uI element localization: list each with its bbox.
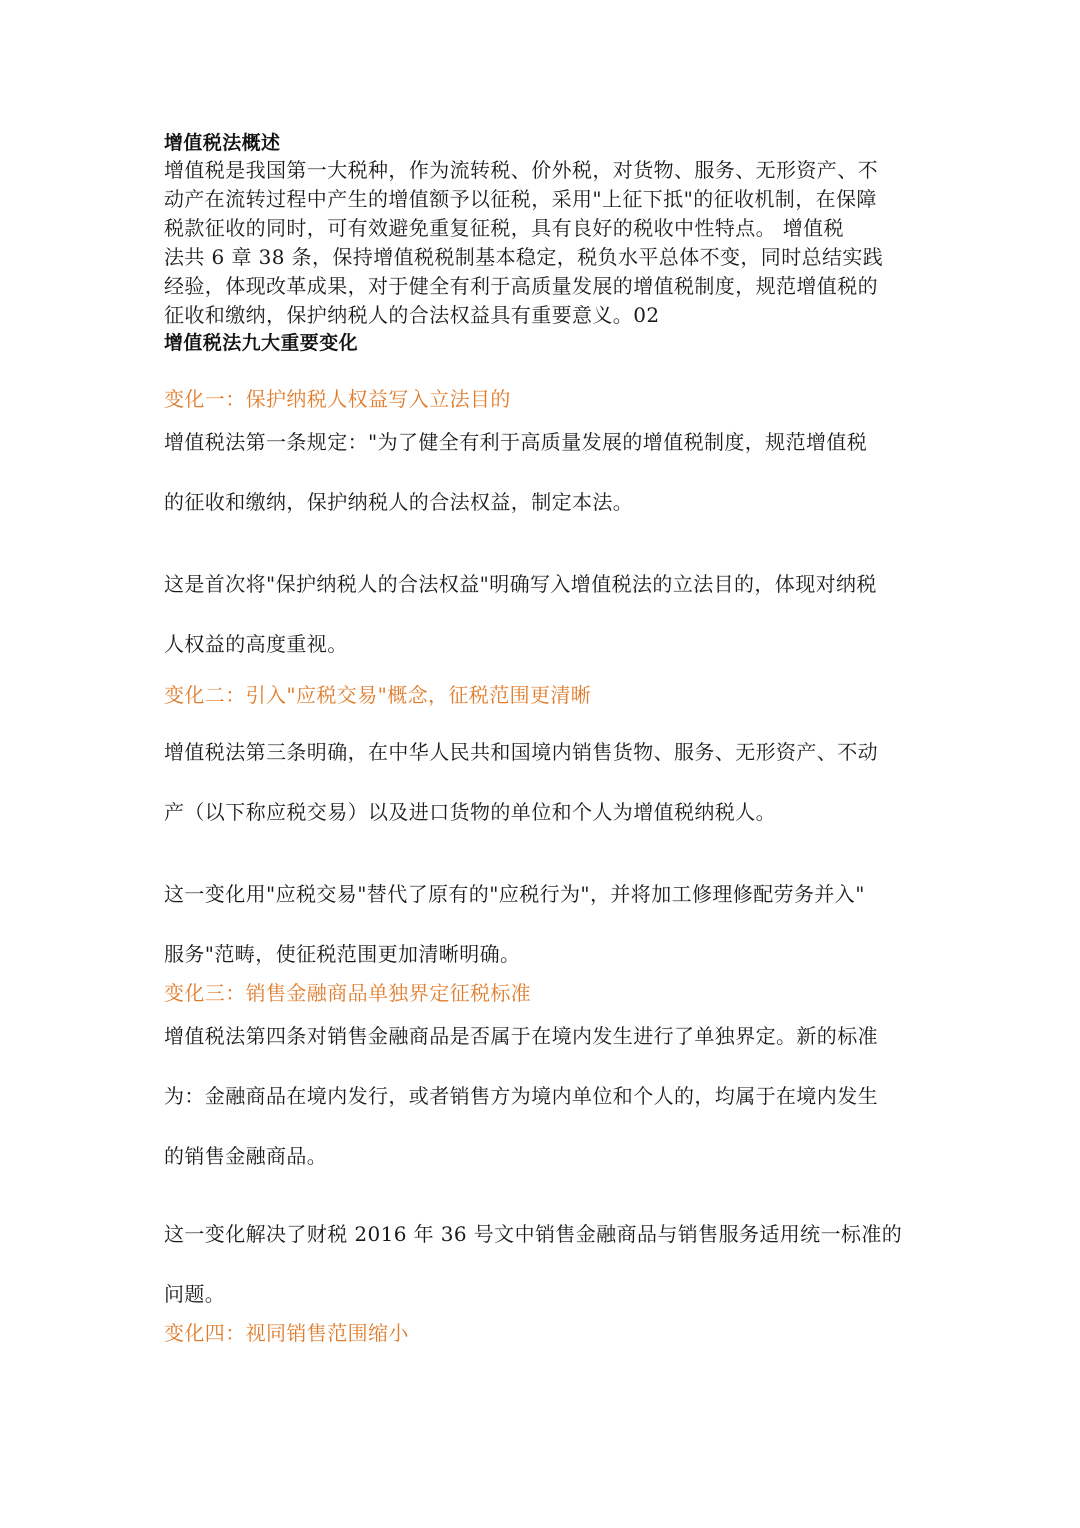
change3-paragraph1 [164,1022,920,1202]
paragraph-line: 增值税法第四条对销售金融商品是否属于在境内发生进行了单独界定。新的标准 [164,1024,878,1048]
change2-heading: 变化二：引入"应税交易"概念，征税范围更清晰 [164,683,592,707]
paragraph-line: 这一变化用"应税交易"替代了原有的"应税行为"，并将加工修理修配劳务并入" [164,882,865,906]
paragraph-line: 的征收和缴纳，保护纳税人的合法权益，制定本法。 [164,490,634,514]
change1-paragraph1 [164,428,920,548]
change1-paragraph2 [164,570,920,690]
overview-line: 法共 6 章 38 条，保持增值税税制基本稳定，税负水平总体不变，同时总结实践 [164,245,884,269]
paragraph-line: 这一变化解决了财税 2016 年 36 号文中销售金融商品与销售服务适用统一标准的 [164,1222,903,1246]
paragraph-line: 为：金融商品在境内发行，或者销售方为境内单位和个人的，均属于在境内发生 [164,1084,878,1108]
paragraph-line: 增值税法第三条明确，在中华人民共和国境内销售货物、服务、无形资产、不动 [164,740,878,764]
paragraph-line: 人权益的高度重视。 [164,632,348,656]
overview-title: 增值税法概述 [164,132,281,154]
overview-paragraph [164,156,920,330]
paragraph-line: 增值税法第一条规定："为了健全有利于高质量发展的增值税制度，规范增值税 [164,430,868,454]
change3-heading: 变化三：销售金融商品单独界定征税标准 [164,981,532,1005]
paragraph-line: 的销售金融商品。 [164,1144,328,1168]
change4-heading: 变化四：视同销售范围缩小 [164,1321,409,1345]
overview-line: 增值税是我国第一大税种，作为流转税、价外税，对货物、服务、无形资产、不 [164,158,878,182]
paragraph-line: 产（以下称应税交易）以及进口货物的单位和个人为增值税纳税人。 [164,800,776,824]
change1-heading: 变化一：保护纳税人权益写入立法目的 [164,387,511,411]
overview-line: 征收和缴纳，保护纳税人的合法权益具有重要意义。02 [164,303,660,327]
overview-line: 税款征收的同时，可有效避免重复征税，具有良好的税收中性特点。 增值税 [164,216,844,240]
changes-title: 增值税法九大重要变化 [164,332,359,354]
overview-line: 经验，体现改革成果，对于健全有利于高质量发展的增值税制度，规范增值税的 [164,274,878,298]
overview-line: 动产在流转过程中产生的增值额予以征税，采用"上征下抵"的征收机制，在保障 [164,187,877,211]
paragraph-line: 这是首次将"保护纳税人的合法权益"明确写入增值税法的立法目的，体现对纳税 [164,572,877,596]
change2-paragraph1 [164,738,920,858]
paragraph-line: 问题。 [164,1282,226,1306]
paragraph-line: 服务"范畴，使征税范围更加清晰明确。 [164,942,521,966]
